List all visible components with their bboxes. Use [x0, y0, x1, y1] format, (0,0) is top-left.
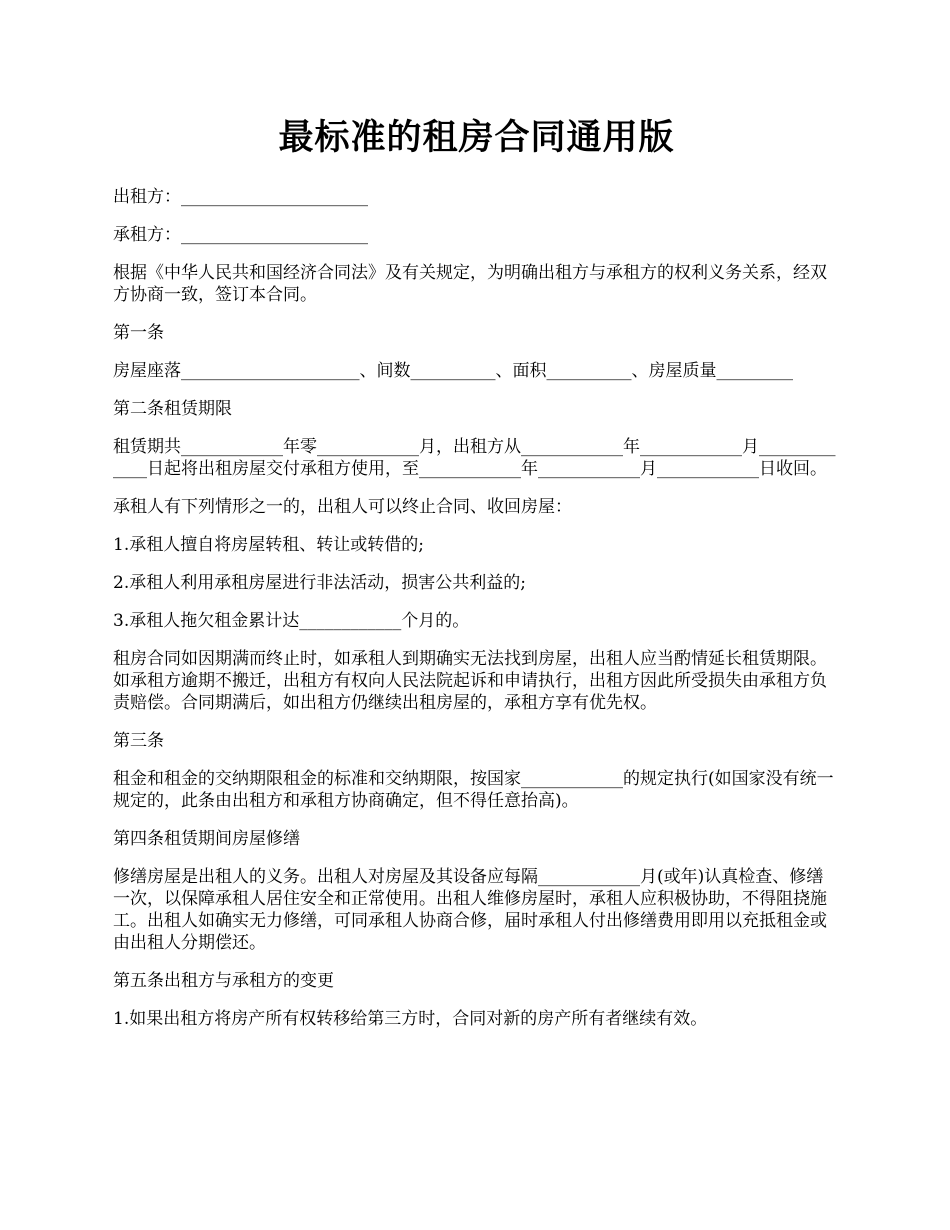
article-3-body: 租金和租金的交纳期限租金的标准和交纳期限，按国家____________的规定执行(如国家没有统一规定的，此条由出租方和承租方协商确定，但不得任意抬高)。	[113, 769, 834, 811]
expiry-paragraph: 租房合同如因期满而终止时，如承租人到期确实无法找到房屋，出租人应当酌情延长租赁期限。如承租方逾期不搬迁，出租方有权向人民法院起诉和申请执行，出租方因此所受损失由承租方负责赔偿。合同期满后，如出租方仍继续出租房屋的，承租方享有优先权。	[113, 649, 827, 713]
termination-item-1: 1.承租人擅自将房屋转租、转让或转借的;	[113, 535, 424, 555]
preamble-paragraph: 根据《中华人民共和国经济合同法》及有关规定，为明确出租方与承租方的权利义务关系，经双方协商一致，签订本合同。	[113, 263, 827, 305]
termination-item-2: 2.承租人利用承租房屋进行非法活动，损害公共利益的;	[113, 573, 526, 593]
article-4-body: 修缮房屋是出租人的义务。出租人对房屋及其设备应每隔____________月(或年)认真检查、修缮一次，以保障承租人居住安全和正常使用。出租人维修房屋时，承租人应积极协助，不得阻挠施工。出租人如确实无力修缮，可同承租人协商合修，届时承租人付出修缮费用即用以充抵租金或由出租人分期偿还。	[113, 867, 827, 953]
article-1-body: 房屋座落_____________________、间数__________、面积__________、房屋质量_________	[113, 361, 793, 381]
article-4-heading: 第四条租赁期间房屋修缮	[113, 829, 300, 849]
article-2-body: 租赁期共____________年零____________月，出租方从____________年____________月_____________日起将出租房屋交付承租方使用，至____________年____________月____________日收回。	[113, 437, 836, 479]
document-title: 最标准的租房合同通用版	[278, 117, 675, 158]
article-5-item-1: 1.如果出租方将房产所有权转移给第三方时，合同对新的房产所有者继续有效。	[113, 1009, 708, 1029]
termination-intro: 承租人有下列情形之一的，出租人可以终止合同、收回房屋：	[113, 497, 572, 517]
article-2-heading: 第二条租赁期限	[113, 399, 232, 419]
article-3-heading: 第三条	[113, 731, 164, 751]
article-5-heading: 第五条出租方与承租方的变更	[113, 971, 334, 991]
lessee-line: 承租方：______________________	[113, 225, 368, 245]
termination-item-3: 3.承租人拖欠租金累计达____________个月的。	[113, 611, 470, 631]
lessor-line: 出租方：______________________	[113, 187, 368, 207]
article-1-heading: 第一条	[113, 323, 164, 343]
